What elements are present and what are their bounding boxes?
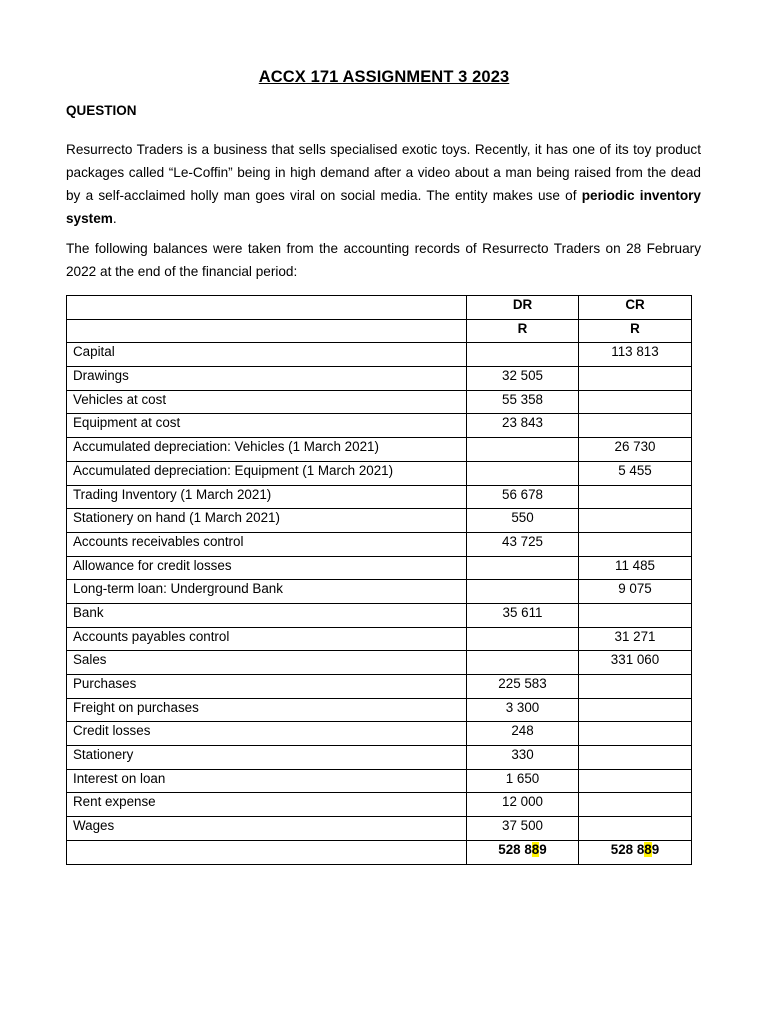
- table-row: [67, 746, 692, 770]
- row-label-cell: Accounts receivables control: [67, 532, 467, 556]
- row-cr-cell: 11 485: [579, 556, 692, 580]
- row-label-cell: Drawings: [67, 367, 467, 391]
- row-cr-cell: 113 813: [579, 343, 692, 367]
- row-cr-cell: [579, 817, 692, 841]
- currency-label-cell: [67, 319, 467, 343]
- row-label-cell: Accumulated depreciation: Vehicles (1 March 2021): [67, 438, 467, 462]
- table-row: [67, 532, 692, 556]
- total-dr-before: 528 8: [498, 841, 532, 857]
- row-label-cell: Rent expense: [67, 793, 467, 817]
- row-cr-cell: [579, 414, 692, 438]
- balances-paragraph: The following balances were taken from the accounting records of Resurrecto Traders on 28 February 2022 at the end of the financial period:: [66, 241, 701, 279]
- row-dr-cell: 330: [467, 746, 579, 770]
- intro-bold-text: periodic inventory system: [66, 188, 701, 226]
- row-dr-cell: 248: [467, 722, 579, 746]
- table-row: [67, 817, 692, 841]
- row-label-cell: Vehicles at cost: [67, 390, 467, 414]
- table-row: [67, 627, 692, 651]
- row-dr-cell: [467, 438, 579, 462]
- total-dr: [467, 840, 579, 864]
- table-row: [67, 675, 692, 699]
- row-dr-cell: 1 650: [467, 769, 579, 793]
- row-cr-cell: [579, 769, 692, 793]
- total-dr-highlight: 8: [531, 841, 540, 857]
- row-cr-cell: [579, 722, 692, 746]
- row-label-cell: Interest on loan: [67, 769, 467, 793]
- row-dr-cell: 37 500: [467, 817, 579, 841]
- table-row: [67, 390, 692, 414]
- row-dr-cell: 3 300: [467, 698, 579, 722]
- row-label-cell: Freight on purchases: [67, 698, 467, 722]
- row-label-cell: Purchases: [67, 675, 467, 699]
- row-label-cell: Wages: [67, 817, 467, 841]
- row-dr-cell: [467, 343, 579, 367]
- total-cr-after: 9: [651, 841, 660, 857]
- row-dr-cell: [467, 651, 579, 675]
- table-row: [67, 651, 692, 675]
- header-label-cell: [67, 296, 467, 320]
- header-cr: CR: [579, 296, 692, 320]
- row-dr-cell: 43 725: [467, 532, 579, 556]
- row-label-cell: Sales: [67, 651, 467, 675]
- row-label-cell: Stationery: [67, 746, 467, 770]
- row-cr-cell: [579, 485, 692, 509]
- table-row: [67, 461, 692, 485]
- row-cr-cell: [579, 793, 692, 817]
- header-dr: DR: [467, 296, 579, 320]
- row-label-cell: Trading Inventory (1 March 2021): [67, 485, 467, 509]
- table-header-row: [67, 296, 692, 320]
- row-dr-cell: 55 358: [467, 390, 579, 414]
- intro-text-end: .: [112, 211, 117, 226]
- row-cr-cell: 31 271: [579, 627, 692, 651]
- row-dr-cell: [467, 461, 579, 485]
- row-label-cell: Bank: [67, 603, 467, 627]
- row-dr-cell: 56 678: [467, 485, 579, 509]
- row-label-cell: Stationery on hand (1 March 2021): [67, 509, 467, 533]
- table-row: [67, 698, 692, 722]
- row-cr-cell: [579, 675, 692, 699]
- table-row: [67, 580, 692, 604]
- currency-cr: R: [579, 319, 692, 343]
- table-row: [67, 485, 692, 509]
- intro-paragraph: [66, 138, 701, 230]
- row-cr-cell: [579, 698, 692, 722]
- row-cr-cell: [579, 509, 692, 533]
- intro-text: Resurrecto Traders is a business that sells specialised exotic toys. Recently, it has one of its toy product packages called “Le-Coffin” being in high demand after a video about a man being raised from the dead by a self-acclaimed holly man goes viral on social media. The entity makes use of: [66, 142, 701, 203]
- totals-label-cell: [67, 840, 467, 864]
- row-dr-cell: [467, 556, 579, 580]
- row-label-cell: Equipment at cost: [67, 414, 467, 438]
- row-label-cell: Long-term loan: Underground Bank: [67, 580, 467, 604]
- row-cr-cell: [579, 746, 692, 770]
- row-dr-cell: 32 505: [467, 367, 579, 391]
- totals-row: [67, 840, 692, 864]
- table-row: [67, 603, 692, 627]
- row-dr-cell: 550: [467, 509, 579, 533]
- row-dr-cell: 35 611: [467, 603, 579, 627]
- row-label-cell: Accumulated depreciation: Equipment (1 March 2021): [67, 461, 467, 485]
- table-row: [67, 769, 692, 793]
- row-cr-cell: [579, 603, 692, 627]
- total-cr-highlight: 8: [644, 841, 652, 857]
- row-cr-cell: 26 730: [579, 438, 692, 462]
- question-heading: QUESTION: [66, 103, 137, 118]
- row-cr-cell: 9 075: [579, 580, 692, 604]
- table-row: [67, 722, 692, 746]
- row-dr-cell: 23 843: [467, 414, 579, 438]
- table-currency-row: [67, 319, 692, 343]
- total-cr-before: 528 8: [610, 841, 645, 857]
- total-dr-after: 9: [539, 841, 547, 857]
- row-label-cell: Accounts payables control: [67, 627, 467, 651]
- row-dr-cell: [467, 580, 579, 604]
- row-cr-cell: 331 060: [579, 651, 692, 675]
- row-dr-cell: 225 583: [467, 675, 579, 699]
- table-row: [67, 414, 692, 438]
- row-label-cell: Capital: [67, 343, 467, 367]
- row-cr-cell: [579, 367, 692, 391]
- row-label-cell: Allowance for credit losses: [67, 556, 467, 580]
- row-cr-cell: 5 455: [579, 461, 692, 485]
- row-cr-cell: [579, 532, 692, 556]
- table-row: [67, 438, 692, 462]
- total-cr: [579, 840, 692, 864]
- row-dr-cell: 12 000: [467, 793, 579, 817]
- row-cr-cell: [579, 390, 692, 414]
- row-dr-cell: [467, 627, 579, 651]
- trial-balance-table: [66, 295, 692, 865]
- row-label-cell: Credit losses: [67, 722, 467, 746]
- currency-dr: R: [467, 319, 579, 343]
- document-title: ACCX 171 ASSIGNMENT 3 2023: [258, 68, 510, 86]
- table-row: [67, 556, 692, 580]
- table-row: [67, 509, 692, 533]
- table-row: [67, 343, 692, 367]
- table-row: [67, 793, 692, 817]
- table-row: [67, 367, 692, 391]
